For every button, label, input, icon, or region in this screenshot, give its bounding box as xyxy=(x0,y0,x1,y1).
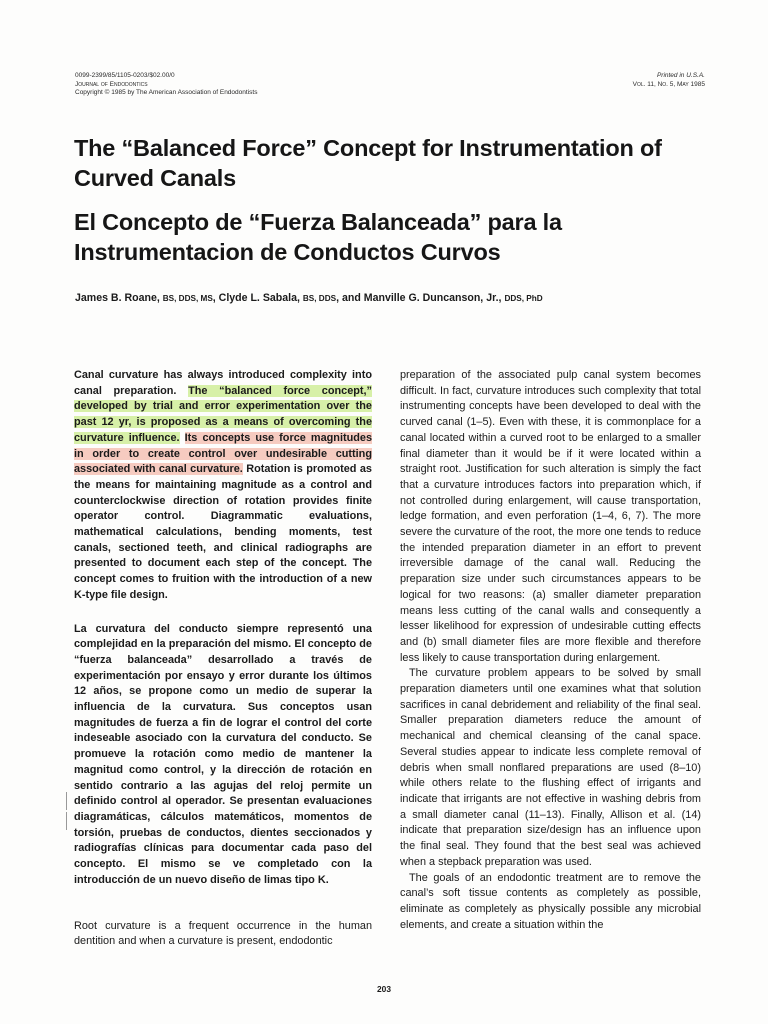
author-line xyxy=(75,292,543,304)
volume-info: Vol. 11, No. 5, May 1985 xyxy=(632,80,705,88)
body-paragraph: Root curvature is a frequent occurrence in the human dentition and when a curvature is present, endodontic xyxy=(74,919,372,948)
author-name: James B. Roane, xyxy=(75,292,163,304)
margin-mark xyxy=(66,812,67,830)
journal-header-left xyxy=(75,72,257,98)
abstract-text: Canal curvature has always introduced complexity into canal preparation. xyxy=(74,369,372,397)
abstract-english xyxy=(74,368,372,604)
abstract-spanish: La curvatura del conducto siempre representó una complejidad en la preparación del mismo. El concepto de “fuerza balanceada” desarrollado a través de experimentación por ensayo y error durante los últimos 12 años, se propone como un medio de superar la influencia de la curvatura. Sus conceptos usan magnitudes de fuerza a fin de lograr el control del corte indeseable asociado con la curvatura del conducto. Se promueve la rotación como medio de mantener la magnitud como control, y la dirección de rotación en sentido contrario a las agujas del reloj permite un definido control al operador. Se presentan evaluaciones diagramáticas, cálculos matemáticos, momentos de torsión, pruebas de conductos, dientes seccionados y radiografías clínicas para documentar cada paso del concepto. El mismo se ve completado con la introducción de un nuevo diseño de limas tipo K. xyxy=(74,622,372,886)
author-conjunction: , and xyxy=(336,292,364,304)
body-text-left xyxy=(74,919,372,950)
abstract-text: Rotation is promoted as the means for maintaining magnitude as a control and counterclockwise direction of rotation provides finite operator control. Diagrammatic evaluations, mathematical calculations, bending moments, test canals, sectioned teeth, and clinical radiographs are presented to document each step of the concept. The concept comes to fruition with the introduction of a new K-type file design. xyxy=(74,463,372,601)
journal-header-right xyxy=(633,72,705,89)
author-degrees: DDS, PhD xyxy=(504,294,543,303)
right-column xyxy=(400,368,701,933)
article-title-english: The “Balanced Force” Concept for Instrumentation of Curved Canals xyxy=(74,135,662,191)
left-column xyxy=(74,368,372,950)
page-number: 203 xyxy=(377,984,391,994)
copyright-line: Copyright © 1985 by The American Association of Endodontists xyxy=(75,89,258,97)
article-title-spanish: El Concepto de “Fuerza Balanceada” para la Instrumentacion de Conductos Curvos xyxy=(74,209,562,265)
author-degrees: BS, DDS, MS xyxy=(162,294,213,303)
abstract xyxy=(74,368,372,889)
issn-line: 0099-2399/85/1105-0203/$02.00/0 xyxy=(75,72,175,79)
margin-mark xyxy=(66,792,67,810)
author-degrees: BS, DDS xyxy=(302,294,337,303)
printed-in: Printed in U.S.A. xyxy=(656,72,705,79)
author-name: Manville G. Duncanson, Jr., xyxy=(363,292,505,304)
body-paragraph: preparation of the associated pulp canal system becomes difficult. In fact, curvature introduces such complexity that total instrumenting concepts have been developed to deal with the curved canal (1–5). Even with these, it is commonplace for a canal located within a curved root to be enlarged to a smaller final diameter than it would be if it were located within a straight root. Justification for such alteration is simply the fact that a curvature introduces factors into preparation which, if not controlled during enlargement, will cause transportation, ledge formation, and even perforation (1–4, 6, 7). The more severe the curvature of the root, the more one tends to reduce the intended preparation diameter in an effort to prevent irreversible damage of the canal wall. Reducing the preparation size under such circumstances appears to be logical for two reasons: (a) smaller diameter preparation means less cutting of the canal walls and consequently a lesser likelihood for expression of undesirable cutting effects and (b) small diameter files are more flexible and therefore less likely to cause transportation during enlargement. xyxy=(400,369,701,664)
body-paragraph: The curvature problem appears to be solved by small preparation diameters until one examines what that solution sacrifices in canal debridement and reliability of the final seal. Smaller preparation diameters reduce the amount of mechanical and chemical cleansing of the canal space. Several studies appear to indicate less complete removal of debris when small nonflared preparations are used (8–10) while others relate to the flushing effect of irrigants and indicate that irrigants are not effective in washing debris from a small diameter canal (11–13). Finally, Allison et al. (14) indicate that preparation size/design has an influence upon the final seal. They found that the best seal was achieved when a stepback preparation was used. xyxy=(400,667,701,868)
highlight-red: Its concepts use force magnitudes in order to create control over undesirable cutting associated with canal curvature. xyxy=(74,431,373,476)
journal-name: Journal of Endodontics xyxy=(75,80,148,88)
highlight-green: The “balanced force concept,” developed by trial and error experimentation over the past 12 yr, is proposed as a means of overcoming the curvature influence. xyxy=(74,384,372,444)
body-paragraph: The goals of an endodontic treatment are to remove the canal’s soft tissue contents as completely as possible, eliminate as completely as physically possible any microbial elements, and create a situation within the xyxy=(400,871,701,931)
author-name: , Clyde L. Sabala, xyxy=(212,292,303,304)
abstract-space xyxy=(180,432,185,444)
